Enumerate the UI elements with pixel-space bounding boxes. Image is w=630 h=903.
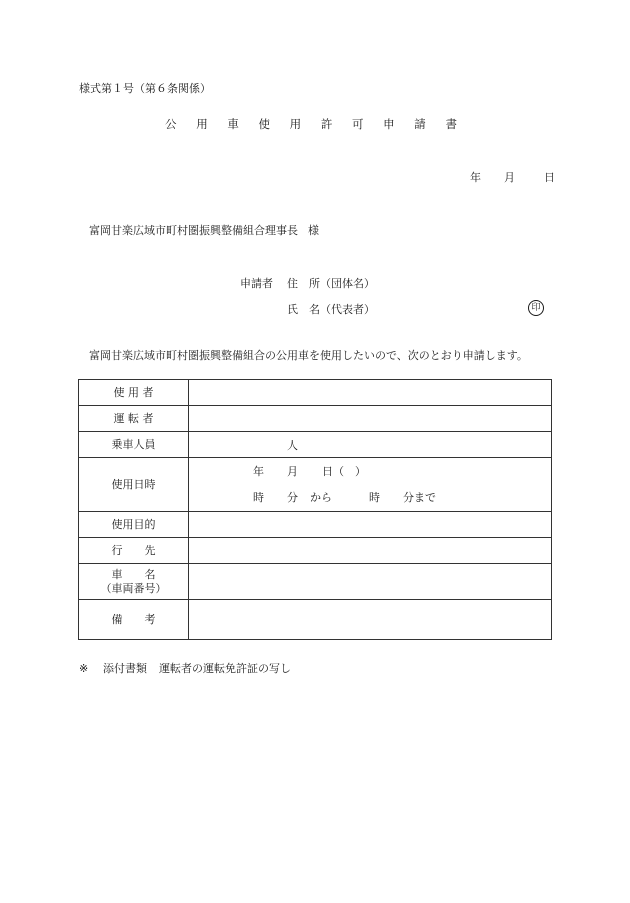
addressee [89,222,319,238]
seal-mark: 印 [528,300,544,316]
passengers-label: 乗車人員 [79,432,189,458]
passengers-unit: 人 [287,438,298,452]
vehicle-value[interactable] [189,564,552,600]
purpose-label: 使用目的 [79,512,189,538]
user-label: 使 用 者 [79,380,189,406]
attached-docs-label: 添付書類 [103,662,147,675]
datetime-date-line [189,459,551,485]
document-title: 公 用 車 使 用 許 可 申 請 書 [165,117,465,131]
datetime-value[interactable] [189,458,552,512]
table-row [79,600,552,640]
dt-until: 分まで [403,490,436,504]
vehicle-label [79,564,189,600]
applicant-label: 申請者 [240,277,273,290]
remarks-value[interactable] [189,600,552,640]
dt-hour-to: 時 [369,490,380,504]
driver-value[interactable] [189,406,552,432]
date-line [470,169,555,185]
table-row [79,406,552,432]
table-row [79,512,552,538]
addressee-name: 富岡甘楽広域市町村圏振興整備組合理事長 [89,224,298,237]
dt-hour-from: 時 [253,490,264,504]
table-row [79,458,552,512]
attached-docs-text: 運転者の運転免許証の写し [159,662,291,675]
vehicle-number-label: （車両番号） [100,581,167,595]
footnote [79,660,291,676]
dt-min-from: 分 [287,490,298,504]
vehicle-name-label: 車 名 [111,567,156,581]
passengers-value[interactable] [189,432,552,458]
table-row [79,432,552,458]
applicant-address-label: 住 所（団体名） [287,277,375,290]
footnote-mark: ※ [79,662,89,675]
driver-label: 運 転 者 [79,406,189,432]
purpose-value[interactable] [189,512,552,538]
dt-year: 年 [253,464,264,478]
destination-value[interactable] [189,538,552,564]
addressee-honorific: 様 [308,224,319,237]
destination-label: 行 先 [79,538,189,564]
application-statement: 富岡甘楽広域市町村圏振興整備組合の公用車を使用したいので、次のとおり申請します。 [89,349,528,362]
user-value[interactable] [189,380,552,406]
applicant-name-label: 氏 名（代表者） [287,303,375,316]
table-row [79,538,552,564]
dt-day: 日（ ） [322,464,366,478]
form-number: 様式第１号（第６条関係） [79,82,211,95]
application-table [78,379,552,640]
table-row [79,564,552,600]
table-row [79,380,552,406]
dt-month: 月 [287,464,298,478]
remarks-label: 備 考 [79,600,189,640]
date-day: 日 [544,171,555,184]
date-month: 月 [504,171,515,184]
date-year: 年 [470,171,481,184]
datetime-time-line [189,485,551,511]
datetime-label: 使用日時 [79,458,189,512]
dt-from: から [310,490,332,504]
